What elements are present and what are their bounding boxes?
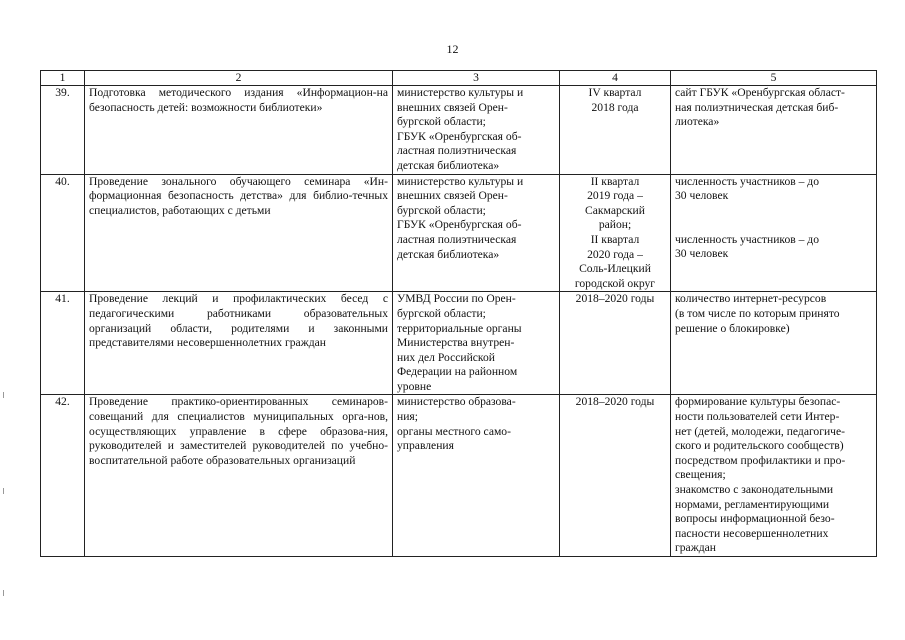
responsible-line: внешних связей Орен-	[397, 189, 508, 203]
term-line: Сакмарский	[585, 203, 645, 217]
term-line: район;	[598, 218, 632, 232]
activity-table	[40, 70, 877, 557]
term-cell	[560, 86, 671, 175]
result-line: формирование культуры безопас-	[675, 395, 841, 409]
result-line: количество интернет-ресурсов	[675, 292, 827, 306]
header-cell: 2	[85, 71, 393, 86]
table-row	[41, 86, 877, 175]
result-line: 30 человек	[675, 189, 729, 203]
result-line: пасности несовершеннолетних	[675, 526, 829, 540]
header-cell: 5	[671, 71, 877, 86]
responsible-line: ластная полиэтническая	[397, 232, 517, 246]
result-cell	[671, 292, 877, 395]
responsible-line: министерство культуры и	[397, 174, 524, 188]
table-row	[41, 174, 877, 292]
activity-text: Подготовка методического издания «Информацион-на безопасность детей: возможности библиотеки»	[85, 86, 393, 175]
responsible-line: бургской области;	[397, 306, 486, 320]
result-line: 30 человек	[675, 247, 729, 261]
activity-text: Проведение зонального обучающего семинара «Ин-формационная безопасность детства» для библио-течных специалистов, работающих с детьми	[85, 174, 393, 292]
term-line: IV квартал	[588, 86, 642, 99]
row-number: 40.	[41, 174, 85, 292]
result-line: вопросы информационной безо-	[675, 512, 835, 526]
term-line: 2018–2020 годы	[575, 395, 655, 409]
result-line: граждан	[675, 541, 716, 555]
result-line: ности пользователей сети Интер-	[675, 410, 840, 424]
term-line: II квартал	[590, 174, 640, 188]
responsible-cell	[393, 395, 560, 557]
responsible-line: министерство образова-	[397, 395, 516, 409]
responsible-line: УМВД России по Орен-	[397, 292, 516, 306]
responsible-line: Федерации на районном	[397, 365, 518, 379]
header-row	[41, 71, 877, 86]
responsible-line: Министерства внутрен-	[397, 336, 515, 350]
responsible-line: ния;	[397, 410, 418, 424]
term-cell	[560, 292, 671, 395]
result-cell	[671, 395, 877, 557]
responsible-cell	[393, 86, 560, 175]
result-line: свещения;	[675, 468, 726, 482]
result-line: численность участников – до	[675, 232, 820, 246]
result-line: нет (детей, молодежи, педагогиче-	[675, 424, 846, 438]
result-line: лиотека»	[675, 115, 720, 129]
result-line: знакомство с законодательными	[675, 483, 834, 497]
responsible-line: детская библиотека»	[397, 158, 500, 172]
responsible-line: территориальные органы	[397, 321, 522, 335]
responsible-line: ГБУК «Оренбургская об-	[397, 129, 522, 143]
responsible-cell	[393, 174, 560, 292]
result-line: решение о блокировке)	[675, 321, 790, 335]
result-line: ского и родительского сообществ)	[675, 439, 844, 453]
table-row	[41, 292, 877, 395]
term-line: 2018 года	[591, 100, 639, 114]
term-line: Соль-Илецкий	[579, 262, 651, 276]
spacer	[675, 204, 872, 233]
header-cell: 4	[560, 71, 671, 86]
result-line: посредством профилактики и про-	[675, 453, 846, 467]
responsible-line: бургской области;	[397, 203, 486, 217]
result-cell	[671, 174, 877, 292]
term-cell	[560, 395, 671, 557]
responsible-line: уровне	[397, 379, 432, 393]
responsible-line: детская библиотека»	[397, 247, 500, 261]
result-line: ная полиэтническая детская биб-	[675, 100, 839, 114]
page-number: 12	[446, 42, 459, 56]
result-line: нормами, регламентирующими	[675, 497, 830, 511]
result-line: сайт ГБУК «Оренбургская област-	[675, 86, 845, 99]
responsible-line: органы местного само-	[397, 424, 511, 438]
row-number: 41.	[41, 292, 85, 395]
responsible-line: них дел Российской	[397, 350, 495, 364]
responsible-line: ГБУК «Оренбургская об-	[397, 218, 522, 232]
responsible-line: бургской области;	[397, 115, 486, 129]
margin-mark	[3, 488, 4, 494]
term-line: 2019 года –	[587, 189, 643, 203]
result-cell	[671, 86, 877, 175]
result-line: численность участников – до	[675, 174, 820, 188]
header-cell: 1	[41, 71, 85, 86]
term-line: 2018–2020 годы	[575, 292, 655, 306]
responsible-line: ластная полиэтническая	[397, 144, 517, 158]
header-cell: 3	[393, 71, 560, 86]
result-line: (в том числе по которым принято	[675, 306, 840, 320]
row-number: 42.	[41, 395, 85, 557]
row-number: 39.	[41, 86, 85, 175]
term-line: II квартал	[590, 232, 640, 246]
activity-text: Проведение лекций и профилактических бесед с педагогическими работниками образовательных организаций области, родителями и законными представителями несовершеннолетних граждан	[85, 292, 393, 395]
responsible-cell	[393, 292, 560, 395]
responsible-line: министерство культуры и	[397, 86, 524, 99]
margin-mark	[3, 392, 4, 398]
term-line: городской округ	[574, 276, 656, 290]
term-cell	[560, 174, 671, 292]
margin-mark	[3, 590, 4, 596]
table-row	[41, 395, 877, 557]
term-line: 2020 года –	[587, 247, 643, 261]
responsible-line: внешних связей Орен-	[397, 100, 508, 114]
activity-text: Проведение практико-ориентированных семинаров-совещаний для специалистов муниципальных орга-нов, осуществляющих управление в сфере образова-ния, руководителей и заместителей руководителей по учебно-воспитательной работе образовательных организаций	[85, 395, 393, 557]
responsible-line: управления	[397, 439, 454, 453]
